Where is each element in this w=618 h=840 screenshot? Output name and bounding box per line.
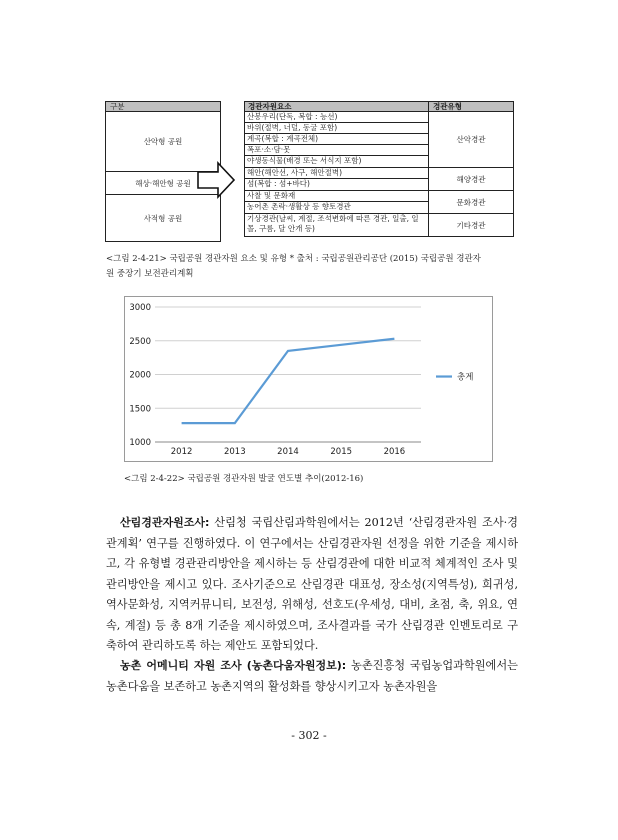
series-line — [182, 339, 395, 423]
element-item: 계곡(복합 : 계곡전체) — [245, 134, 428, 145]
paragraph-1-body: 산림청 국립산림과학원에서는 2012년 ‘산림경관자원 조사·경관계획’ 연구를 진행하였다. 이 연구에서는 산림경관자원 선정을 위한 기준을 제시하고, 각 유형별 경관관리방안을 제시하는 등 산림경관에 대한 비교적 체계적인 조사 및 관리방안을 제시고 있다. 조사기준으로 산림경관 대표성, 장소성(지역특성), 희귀성, 역사문화성, 지역커뮤니티, 보전성, 위해성, 선호도(우세성, 대비, 초점, 축, 위요, 연속, 계절) 등 총 8개 기준을 제시하였으며, 조사결과를 국가 산림경관 인벤토리로 구축하여 관리하도록 하는 제안도 포함되었다. — [106, 516, 518, 652]
figure-caption-1 — [106, 252, 526, 279]
x-tick-label: 2013 — [223, 447, 246, 457]
paragraph-1-heading: 산림경관자원조사: — [120, 516, 210, 529]
landscape-element-table — [244, 101, 514, 237]
header-type: 경관유형 — [433, 102, 462, 111]
landscape-type: 산악경관 — [456, 135, 486, 144]
landscape-type: 해양경관 — [456, 174, 486, 184]
line-chart — [125, 297, 492, 461]
park-type-coastal: 해상·해안형 공원 — [105, 172, 221, 195]
landscape-type: 기타경관 — [456, 220, 486, 230]
group-marine — [244, 168, 514, 191]
caption-1-line-1: <그림 2-4-21> 국립공원 경관자원 요소 및 유형 * 출처 : 국립공원관리공단 (2015) 국립공원 경관자 — [106, 254, 481, 264]
x-tick-label: 2016 — [383, 447, 406, 457]
y-tick-label: 3000 — [129, 303, 151, 313]
x-tick-label: 2015 — [330, 447, 353, 457]
element-item: 바위(절벽, 너덜, 동굴 포함) — [245, 123, 428, 134]
element-item: 섬(복합 : 섬+바다) — [247, 179, 310, 188]
group-mountain — [244, 112, 514, 168]
y-tick-label: 2000 — [129, 370, 151, 381]
y-tick-label: 2500 — [129, 336, 151, 347]
group-cultural — [244, 191, 514, 214]
chart-frame — [124, 296, 493, 462]
element-item: 사찰 및 문화재 — [245, 191, 428, 202]
element-item: 폭포·소·담·못 — [245, 145, 428, 156]
park-type-mountain: 산악형 공원 — [105, 112, 221, 172]
element-item: 해안(해안선, 사구, 해안절벽) — [245, 168, 428, 179]
figure-caption-2: <그림 2-4-22> 국립공원 경관자원 발굴 연도별 추이(2012-16) — [124, 474, 364, 484]
legend-label: 총계 — [457, 372, 474, 383]
x-tick-label: 2014 — [277, 447, 299, 457]
paragraph-2-heading: 농촌 어메니티 자원 조사 (농촌다움자원정보): — [120, 659, 347, 672]
element-item: 야생동식물(배경 또는 서식지 포함) — [247, 156, 362, 165]
page-number: - 302 - — [291, 729, 327, 742]
y-tick-label: 1500 — [129, 404, 151, 415]
paragraph-2-body: 농촌진흥청 국립농업과학원에서는 농촌다움을 보존하고 농촌지역의 활성화를 향상시키고자 농촌자원을 — [106, 659, 518, 693]
element-item: 농어촌 촌락·생활상 등 향토경관 — [247, 202, 351, 211]
park-type-header: 구분 — [105, 101, 221, 112]
paragraph-rural-amenity — [106, 656, 518, 697]
right-arrow-icon — [196, 160, 238, 200]
paragraph-forest-landscape — [106, 513, 518, 657]
park-type-historic: 사적형 공원 — [105, 195, 221, 242]
element-item: 산봉우리(단독, 복합 : 능선) — [245, 112, 428, 123]
group-other — [244, 214, 514, 237]
caption-1-line-2: 원 중장기 보전관리계획 — [106, 269, 194, 279]
x-tick-label: 2012 — [170, 447, 193, 457]
element-item: 기상경관(날씨, 계절, 조석변화에 따른 경관, 일출, 일몰, 구름, 달 안개 등) — [247, 214, 419, 233]
header-elements: 경관자원요소 — [245, 102, 429, 111]
landscape-type: 문화경관 — [456, 197, 486, 207]
y-tick-label: 1000 — [129, 438, 151, 448]
element-table-header — [244, 101, 514, 112]
